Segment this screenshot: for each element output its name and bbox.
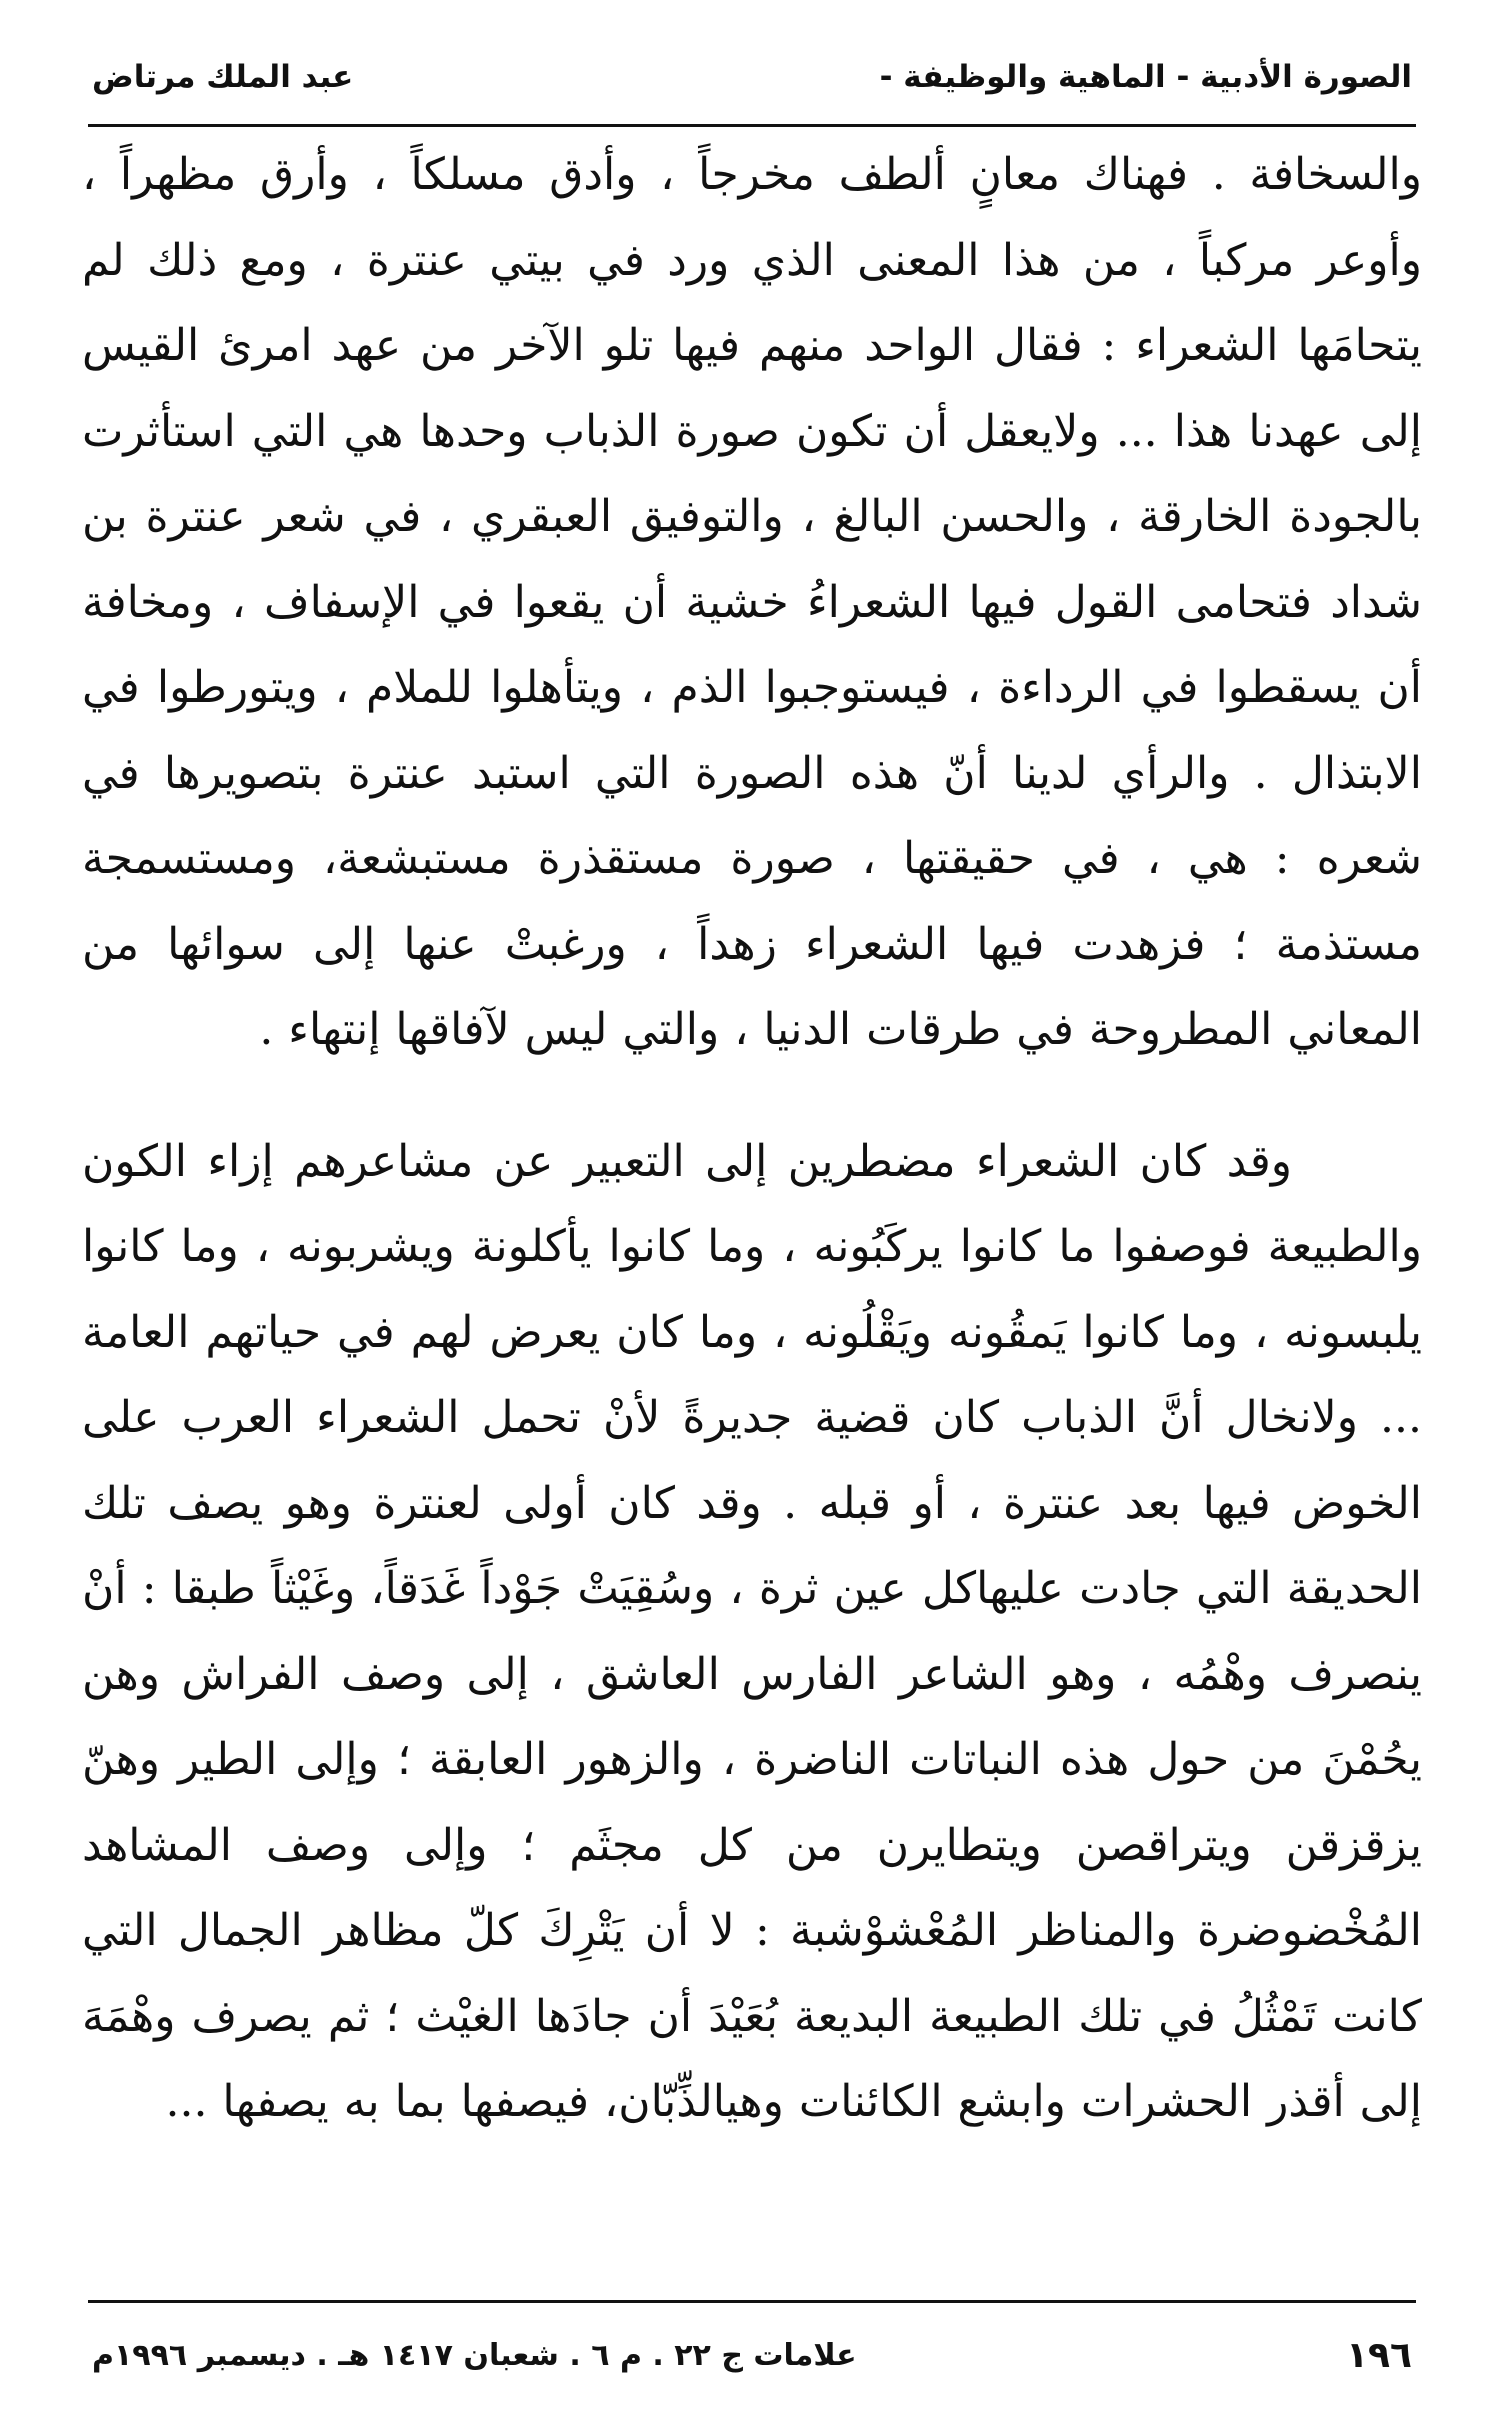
journal-info: علامات ج ٢٢ . م ٦ . شعبان ١٤١٧ هـ . ديسمبر ١٩٩٦م	[92, 2337, 857, 2373]
header-rule	[88, 124, 1416, 127]
footer-rule	[88, 2300, 1416, 2303]
header-author: عبد الملك مرتاض	[92, 59, 354, 95]
page-number: ١٩٦	[1346, 2334, 1412, 2376]
paragraph-2: وقد كان الشعراء مضطرين إلى التعبير عن مشاعرهم إزاء الكون والطبيعة فوصفوا ما كانوا يركَبُونه ، وما كانوا يأكلونة ويشربونه ، وما كانوا يلبسونه ، وما كانوا يَمقُونه ويَقْلُونه ، وما كان يعرض لهم في حياتهم العامة ... ولانخال أنَّ الذباب كان قضية جديرةً لأنْ تحمل الشعراء العرب على الخوض فيها بعد عنترة ، أو قبله . وقد كان أولى لعنترة وهو يصف تلك الحديقة التي جادت عليهاكل عين ثرة ، وسُقِيَتْ جَوْداً غَدَقاً، وغَيْثاً طبقا : أنْ ينصرف وهْمُه ، وهو الشاعر الفارس العاشق ، إلى وصف الفراش وهن يحُمْنَ من حول هذه النباتات الناضرة ، والزهور العابقة ؛ وإلى الطير وهنّ يزقزقن ويتراقصن ويتطايرن من كل مجثَم ؛ وإلى وصف المشاهد المُخْضوضرة والمناظر المُعْشوْشبة : لا أن يَتْرِكَ كلّ مظاهر الجمال التي كانت تَمْثُلُ في تلك الطبيعة البديعة بُعَيْدَ أن جادَها الغيْث ؛ ثم يصرف وهْمَهَ إلى أقذر الحشرات وابشع الكائنات وهيالذِّبّان، فيصفها بما به يصفها ...	[82, 1135, 1422, 2127]
paragraph-1: والسخافة . فهناك معانٍ ألطف مخرجاً ، وأدق مسلكاً ، وأرق مظهراً ، وأوعر مركباً ، من هذا المعنى الذي ورد في بيتي عنترة ، ومع ذلك لم يتحامَها الشعراء : فقال الواحد منهم فيها تلو الآخر من عهد امرئ القيس إلى عهدنا هذا ... ولايعقل أن تكون صورة الذباب وحدها هي التي استأثرت بالجودة الخارقة ، والحسن البالغ ، والتوفيق العبقري ، في شعر عنترة بن شداد فتحامى القول فيها الشعراءُ خشية أن يقعوا في الإسفاف ، ومخافة أن يسقطوا في الرداءة ، فيستوجبوا الذم ، ويتأهلوا للملام ، ويتورطوا في الابتذال . والرأي لدينا أنّ هذه الصورة التي استبد عنترة بتصويرها في شعره : هي ، في حقيقتها ، صورة مستقذرة مستبشعة، ومستسمجة مستذمة ؛ فزهدت فيها الشعراء زهداً ، ورغبتْ عنها إلى سوائها من المعاني المطروحة في طرقات الدنيا ، والتي ليس لآفاقها إنتهاء .	[82, 149, 1422, 1055]
body-text	[82, 132, 1422, 2262]
running-footer	[92, 2315, 1412, 2395]
running-header	[92, 42, 1412, 112]
header-title: الصورة الأدبية - الماهية والوظيفة -	[879, 59, 1412, 95]
